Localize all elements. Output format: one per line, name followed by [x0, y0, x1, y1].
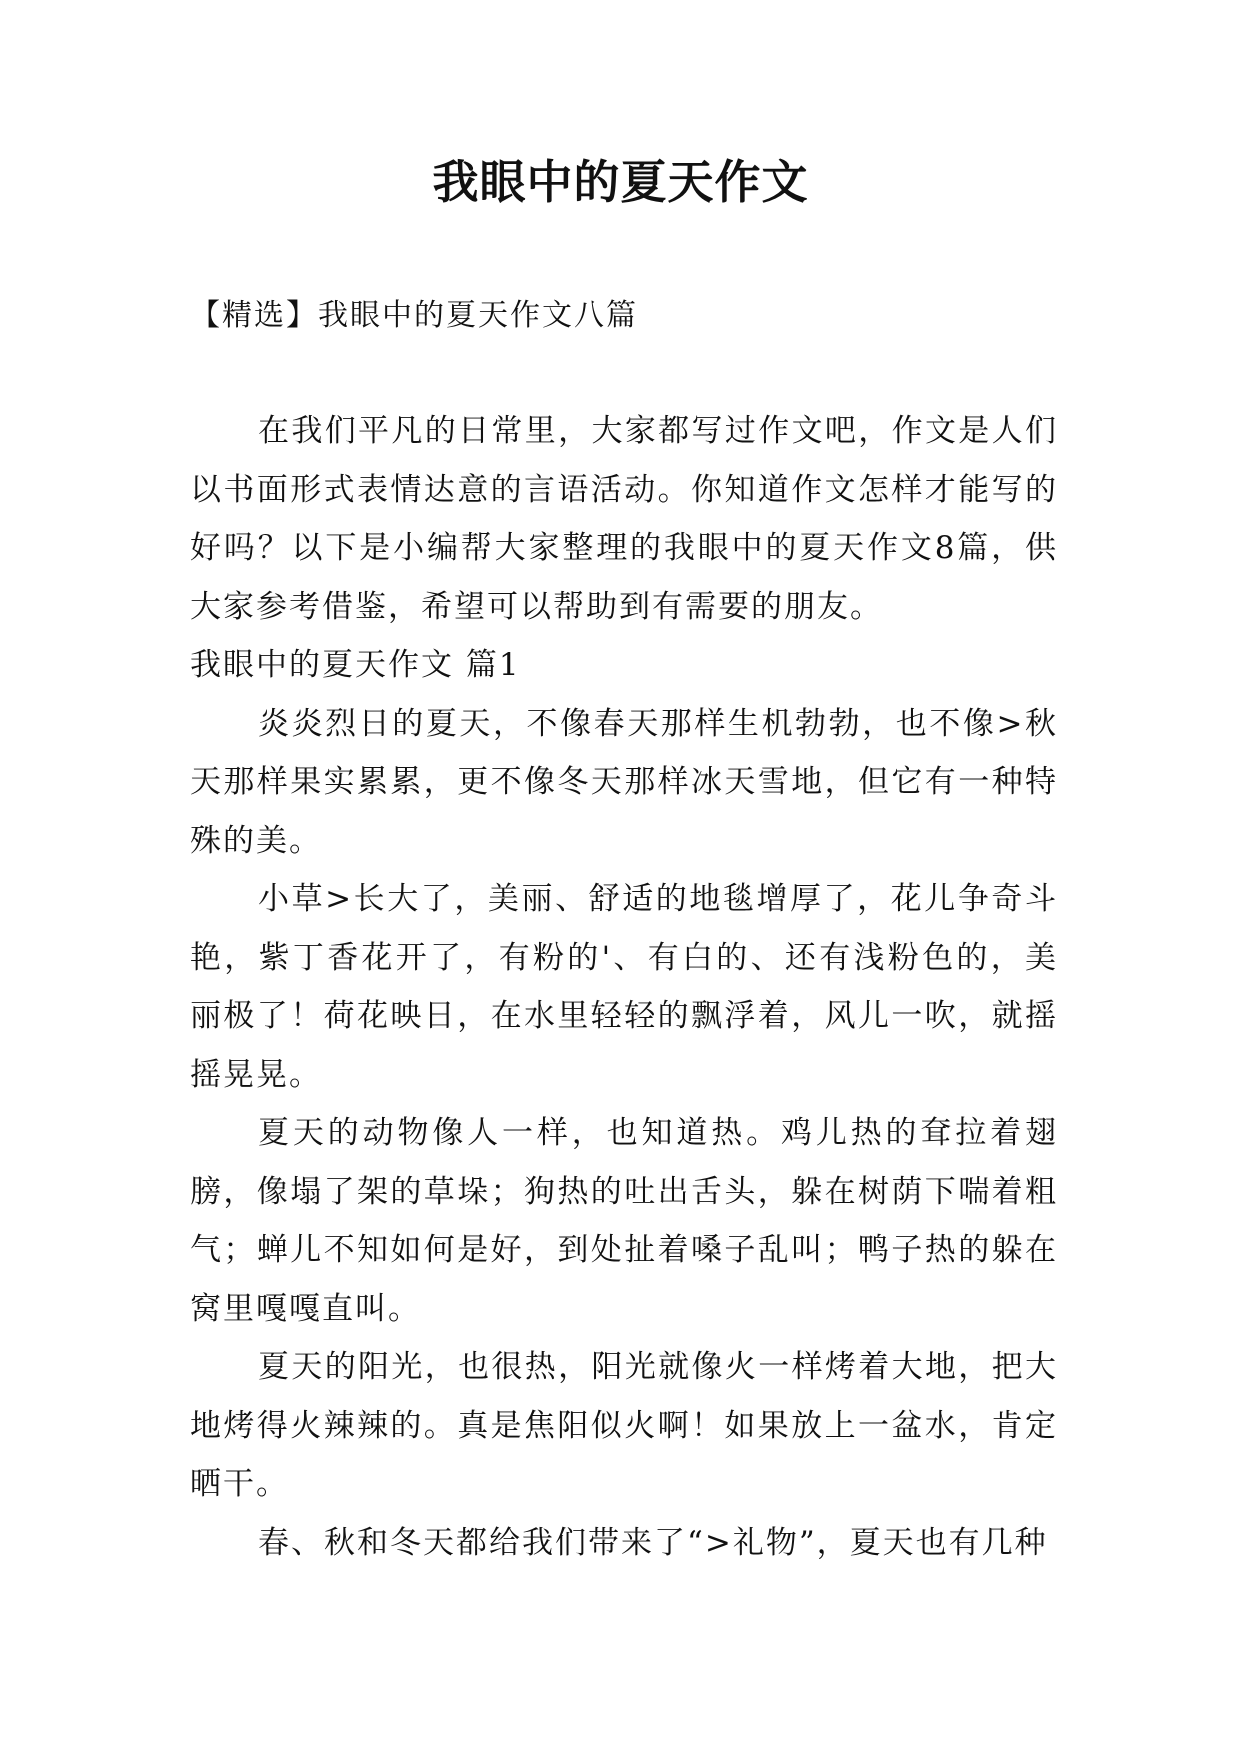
document-subtitle: 【精选】我眼中的夏天作文八篇: [190, 298, 638, 333]
page-title: 我眼中的夏天作文: [432, 155, 809, 209]
body-paragraph: 小草>长大了，美丽、舒适的地毯增厚了，花儿争奇斗艳，紫丁香花开了，有粉的'、有白的、还有浅粉色的，美丽极了！荷花映日，在水里轻轻的飘浮着，风儿一吹，就摇摇晃晃。: [190, 881, 1058, 1093]
body-paragraph: 春、秋和冬天都给我们带来了“>礼物”，夏天也有几种: [258, 1524, 1048, 1561]
body-paragraph: 夏天的动物像人一样，也知道热。鸡儿热的耷拉着翅膀，像塌了架的草垛；狗热的吐出舌头，躲在树荫下喘着粗气；蝉儿不知如何是好，到处扯着嗓子乱叫；鸭子热的躲在窝里嘎嘎直叫。: [190, 1115, 1058, 1327]
intro-paragraph: 在我们平凡的日常里，大家都写过作文吧，作文是人们以书面形式表情达意的言语活动。你知道作文怎样才能写的好吗？以下是小编帮大家整理的我眼中的夏天作文8篇，供大家参考借鉴，希望可以帮助到有需要的朋友。: [190, 413, 1058, 625]
section-heading: 我眼中的夏天作文 篇1: [190, 647, 521, 683]
body-paragraph: 夏天的阳光，也很热，阳光就像火一样烤着大地，把大地烤得火辣辣的。真是焦阳似火啊！如果放上一盆水，肯定晒干。: [190, 1349, 1058, 1502]
body-paragraph: 炎炎烈日的夏天，不像春天那样生机勃勃，也不像>秋天那样果实累累，更不像冬天那样冰天雪地，但它有一种特殊的美。: [190, 705, 1058, 859]
document-body: [190, 402, 1058, 1572]
